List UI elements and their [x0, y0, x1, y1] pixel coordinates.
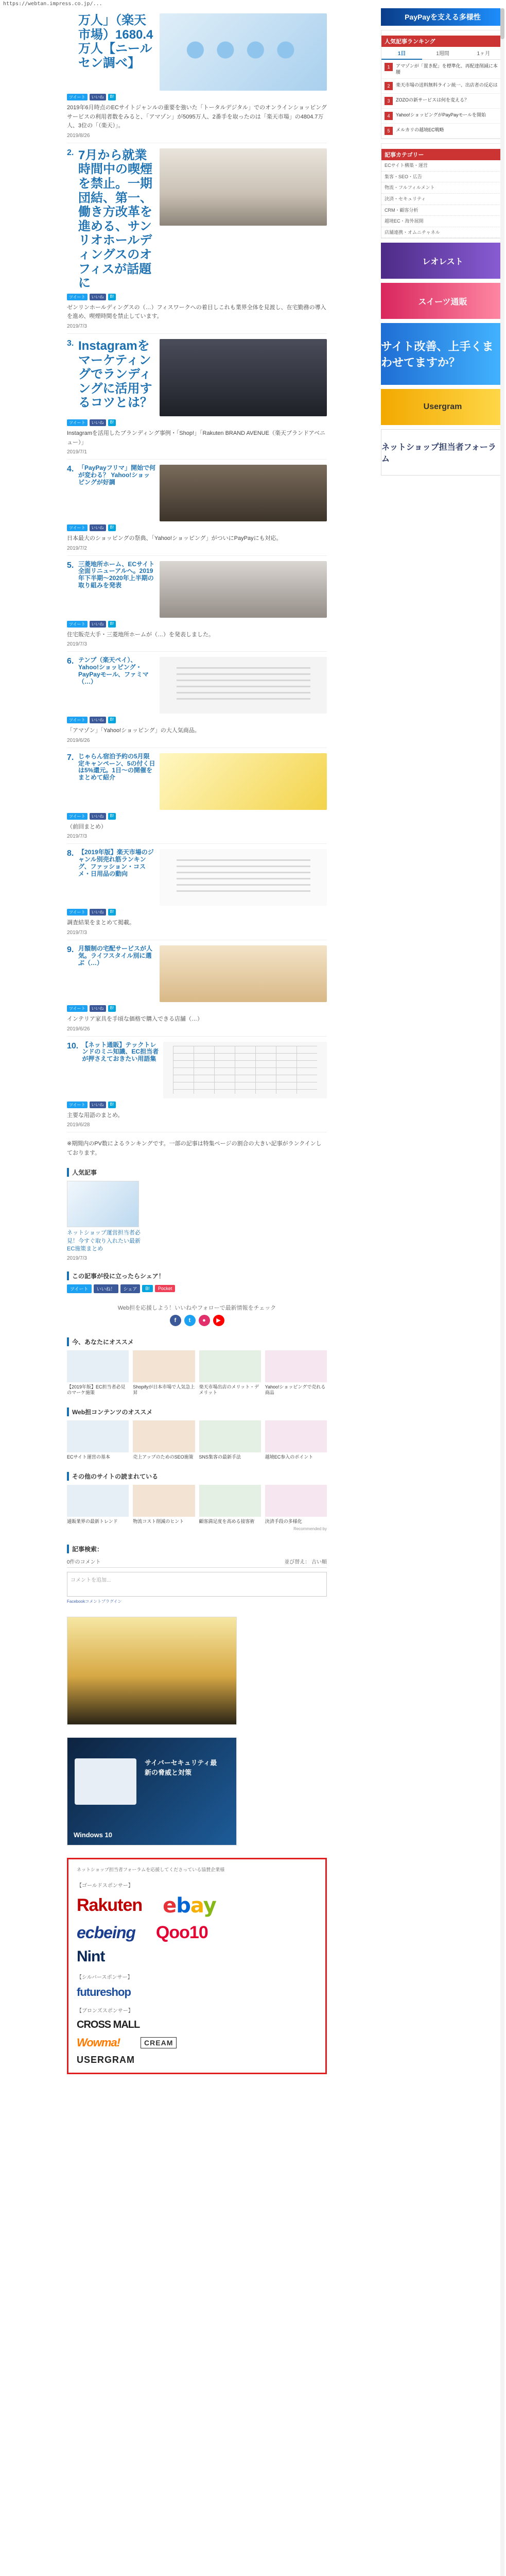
sidebar-top-ad[interactable]: PayPayを支える多様性	[381, 8, 504, 26]
recommend-card[interactable]	[265, 1350, 327, 1396]
share-tag[interactable]: B!	[108, 717, 116, 723]
recommend-card[interactable]	[265, 1485, 327, 1525]
sidebar	[381, 8, 504, 476]
article-title[interactable]: 「PayPayフリマ」開始で何が変わる？ Yahoo!ショッピングが好調	[78, 464, 155, 486]
article-item	[67, 143, 327, 334]
category-links	[381, 160, 504, 238]
share-tag[interactable]: いいね	[90, 1005, 106, 1012]
article-head	[67, 753, 327, 810]
recommend-sponsor: Recommended by	[293, 1527, 327, 1532]
related-date: 2019/7/3	[67, 1255, 87, 1261]
category-heading: 記事カテゴリー	[381, 149, 504, 160]
ranking-item[interactable]	[381, 79, 504, 94]
article-head	[67, 148, 327, 291]
gold-logos-row-1	[77, 1894, 317, 1918]
recommend-image	[67, 1420, 129, 1452]
share-button[interactable]: B!	[142, 1285, 153, 1292]
article-item	[67, 844, 327, 940]
article-head	[67, 657, 327, 714]
recommend-card[interactable]	[133, 1350, 195, 1396]
share-tag[interactable]: ツイート	[67, 294, 88, 300]
share-tag[interactable]: ツイート	[67, 524, 88, 531]
recommend-title: 通販業界の最新トレンド	[67, 1518, 118, 1524]
related-title[interactable]: ネットショップ運営担当者必見！今すぐ取り入れたい最新EC施策まとめ	[67, 1230, 141, 1252]
address-bar[interactable]: https://webtan.impress.co.jp/...	[0, 0, 506, 8]
article-excerpt: 2019年6月時点のECサイトジャンルの重要を強いた「トータルデジタル」でのオンラインショッピングサービスの利用者数をみると、「アマゾン」が5095万人、2番手を取ったのは「楽天市場」の4804.7万人、3位の「（楽天）」。	[67, 105, 327, 129]
share-tag[interactable]: B!	[108, 1101, 116, 1108]
related-thumbnail[interactable]	[67, 1181, 139, 1227]
share-tag[interactable]: いいね	[90, 524, 106, 531]
article-item	[67, 8, 327, 143]
related-heading: 人気記事	[67, 1168, 327, 1177]
article-head	[67, 849, 327, 906]
article-head	[67, 945, 327, 1002]
sidebar-banner-1[interactable]: レオレスト	[381, 243, 504, 279]
follow-section	[67, 1303, 327, 1326]
thumbnail-image	[160, 339, 327, 416]
share-tag[interactable]: ツイート	[67, 419, 88, 426]
article-date: 2019/8/26	[67, 132, 90, 139]
article-thumbnail[interactable]	[160, 339, 327, 416]
article-thumbnail[interactable]	[163, 1042, 327, 1098]
share-tag[interactable]: B!	[108, 813, 116, 820]
laptop-icon	[75, 1758, 136, 1805]
comment-input[interactable]: コメントを追加...	[67, 1572, 327, 1597]
article-rank: 2.	[67, 148, 74, 157]
comments-section	[67, 1545, 327, 1604]
category-link[interactable]: 決済・セキュリティ	[381, 194, 504, 205]
article-title[interactable]: Instagramをマーケティングでランディングに活用するコツとは？	[78, 338, 152, 410]
article-rank: 6.	[67, 657, 74, 666]
article-item	[67, 1037, 327, 1133]
scrollbar-thumb[interactable]	[500, 8, 504, 39]
sort-label: 並び替え：	[284, 1560, 310, 1566]
sidebar-banner-3[interactable]: サイト改善、上手くまわせてますか？	[381, 323, 504, 385]
ad-banner-cyber[interactable]	[67, 1737, 237, 1845]
sidebar-banner-2[interactable]: スイーツ通販	[381, 283, 504, 319]
recommend-heading-3: その他のサイトの読まれている	[67, 1472, 327, 1481]
article-thumbnail[interactable]	[160, 465, 327, 521]
recommend-image	[265, 1485, 327, 1517]
share-tag[interactable]: いいね	[90, 621, 106, 628]
article-date: 2019/7/3	[67, 834, 87, 840]
recommend-image	[265, 1350, 327, 1382]
article-item	[67, 748, 327, 844]
recommend-heading-2: Web担コンテンツのオススメ	[67, 1408, 327, 1416]
recommend-title: 物流コスト削減のヒント	[133, 1518, 184, 1524]
share-tag[interactable]: いいね	[90, 813, 106, 820]
recommend-title: 売上アップのためのSEO施策	[133, 1454, 194, 1460]
recommend-image	[199, 1350, 261, 1382]
article-title[interactable]: テンプ（楽天ペイ）、Yahoo!ショッピング・PayPayモール、ファミマ（…）	[78, 656, 149, 685]
recommend-card[interactable]	[67, 1350, 129, 1396]
recommend-title: 顧客満足度を高める接客術	[199, 1518, 255, 1524]
share-tag[interactable]: B!	[108, 94, 116, 100]
share-tag[interactable]: いいね	[90, 909, 106, 916]
thumbnail-graphic	[177, 859, 310, 895]
follow-text: Web担を応援しよう！いいねやフォローで最新情報をチェック	[117, 1304, 276, 1311]
category-link[interactable]: 物流・フルフィルメント	[381, 182, 504, 194]
recommend-card[interactable]	[133, 1420, 195, 1461]
sort-value[interactable]: 古い順	[311, 1560, 327, 1566]
ranking-list	[381, 60, 504, 139]
article-excerpt: インテリア家具を手頃な価格で購入できる店舗（…）	[67, 1016, 203, 1023]
article-excerpt: 住宅販売大手・三菱地所ホームが（…）を発表しました。	[67, 631, 214, 638]
article-excerpt: 日本最大のショッピングの祭典、「Yahoo!ショッピング」がついにPayPayにも対応。	[67, 535, 282, 542]
article-excerpt: Instagramを活用したブランディング事例・「Shop!」「Rakuten BRAND AVENUE（楽天ブランドアベニュー）」	[67, 430, 326, 446]
ranking-item[interactable]	[381, 60, 504, 79]
thumbnail-graphic	[183, 41, 304, 59]
ranking-title: メルカリの越境EC戦略	[396, 127, 444, 133]
ranking-title: Yahoo!ショッピングがPayPayモールを開始	[396, 112, 486, 118]
category-link[interactable]: 店舗連携・オムニチャネル	[381, 227, 504, 239]
related-articles	[67, 1168, 327, 1261]
article-title[interactable]: 万人」（楽天市場）1680.4万人【ニールセン調べ】	[78, 13, 153, 70]
share-tag[interactable]: いいね	[90, 94, 106, 100]
article-share-tags	[67, 621, 327, 628]
share-tag[interactable]: B!	[108, 419, 116, 426]
usergram-logo[interactable]: USERGRAM	[77, 2054, 135, 2065]
share-tag[interactable]: いいね	[90, 1101, 106, 1108]
ecbeing-logo[interactable]: ecbeing	[77, 1923, 135, 1942]
ranking-heading: 人気記事ランキング	[381, 36, 504, 47]
thumbnail-image	[160, 148, 327, 226]
article-thumbnail[interactable]	[160, 13, 327, 91]
share-tag[interactable]: ツイート	[67, 909, 88, 916]
share-button[interactable]: Pocket	[155, 1285, 176, 1292]
article-share-tags	[67, 1101, 327, 1108]
recommend-card[interactable]	[265, 1420, 327, 1461]
article-excerpt: （前回まとめ）	[67, 823, 107, 830]
scrollbar[interactable]	[500, 8, 504, 2576]
recommend-image	[199, 1420, 261, 1452]
share-tag[interactable]: ツイート	[67, 94, 88, 100]
ranking-box	[381, 30, 504, 139]
share-tag[interactable]: ツイート	[67, 1101, 88, 1108]
recommend-image	[199, 1485, 261, 1517]
recommend-title: 決済手段の多様化	[265, 1518, 302, 1524]
article-thumbnail[interactable]	[160, 148, 327, 226]
silver-logos-row	[77, 1986, 317, 1999]
qoo10-logo[interactable]: Qoo10	[155, 1922, 208, 1942]
article-share-tags	[67, 1005, 327, 1012]
share-tag[interactable]: B!	[108, 294, 116, 300]
article-date: 2019/6/26	[67, 1026, 90, 1032]
thumbnail-image	[160, 465, 327, 521]
partners-box	[67, 1858, 327, 2074]
category-link[interactable]: ECサイト構築・運営	[381, 160, 504, 172]
article-item	[67, 652, 327, 748]
share-button[interactable]: ツイート	[67, 1284, 92, 1293]
recommend-card[interactable]	[67, 1485, 129, 1525]
article-share-tags	[67, 524, 327, 531]
recommend-title: ECサイト運営の基本	[67, 1454, 110, 1460]
share-heading: この記事が役に立ったらシェア！	[67, 1272, 327, 1280]
ranking-number: 2	[385, 82, 393, 90]
share-tag[interactable]: ツイート	[67, 717, 88, 723]
share-tag[interactable]: いいね	[90, 294, 106, 300]
recommend-title: 【2019年版】EC担当者必見のマーケ施策	[67, 1384, 126, 1396]
article-excerpt: 調査結果をまとめて掲載。	[67, 920, 135, 926]
ranking-title: 楽天市場の送料無料ライン統一、出店者の反応は	[396, 82, 498, 88]
ranking-item[interactable]	[381, 109, 504, 124]
article-thumbnail[interactable]	[160, 753, 327, 810]
share-button[interactable]: いいね！	[94, 1284, 118, 1293]
bronze-logos-row-2	[77, 2036, 317, 2049]
ranking-item[interactable]	[381, 124, 504, 139]
recommend-title: Shopifyが日本市場で人気急上昇	[133, 1384, 195, 1396]
recommend-card[interactable]	[199, 1350, 261, 1396]
facebook-plugin-label[interactable]: Facebookコメントプラグイン	[67, 1599, 122, 1604]
article-date: 2019/7/3	[67, 323, 87, 329]
ranking-number: 4	[385, 112, 393, 120]
recommend-image	[133, 1420, 195, 1452]
article-title[interactable]: 【2019年版】楽天市場のジャンル別売れ筋ランキング、ファッション・コスメ・日用品の動向	[78, 849, 154, 877]
article-thumbnail[interactable]	[160, 657, 327, 714]
recommend-title: 越境EC参入のポイント	[265, 1454, 313, 1460]
follow-icon[interactable]: f	[170, 1315, 181, 1326]
recommend-section-2	[67, 1408, 327, 1461]
article-share-tags	[67, 717, 327, 723]
comment-bar	[67, 1557, 327, 1568]
article-item	[67, 556, 327, 652]
partners-intro: ネットショップ担当者フォーラムを応援してくださっている協賛企業様	[77, 1867, 225, 1873]
sidebar-banner-5[interactable]: ネットショップ担当者フォーラム	[381, 429, 504, 476]
ad-cyber-title: サイバーセキュリティ最新の脅威と対策	[145, 1759, 217, 1776]
follow-icon[interactable]: ●	[199, 1315, 210, 1326]
article-rank: 10.	[67, 1041, 79, 1050]
futureshop-logo[interactable]: futureshop	[77, 1985, 131, 1998]
article-date: 2019/6/26	[67, 737, 90, 743]
recommend-title: SNS集客の最新手法	[199, 1454, 241, 1460]
article-head	[67, 561, 327, 618]
ranking-number: 5	[385, 127, 393, 135]
article-title[interactable]: 7月から就業時間中の喫煙を禁止。一期団結、第一、働き方改革を進める、サンリオホールディングスのオフィスが話題に	[78, 148, 152, 291]
category-box	[381, 143, 504, 239]
recommend-grid-1	[67, 1350, 327, 1396]
wowma-logo[interactable]: Wowma!	[77, 2036, 120, 2049]
recommend-image	[133, 1485, 195, 1517]
article-thumbnail[interactable]	[160, 849, 327, 906]
article-item	[67, 940, 327, 1037]
follow-icon[interactable]: t	[184, 1315, 196, 1326]
ad-banner-kabuki[interactable]	[67, 1617, 237, 1725]
article-rank: 3.	[67, 338, 74, 348]
thumbnail-image	[160, 945, 327, 1002]
recommend-heading-1: 今、あなたにオススメ	[67, 1337, 327, 1346]
bronze-logos-row-3	[77, 2055, 317, 2065]
share-buttons	[67, 1284, 327, 1293]
article-date: 2019/7/3	[67, 930, 87, 936]
crossmall-logo[interactable]: CROSS MALL	[77, 2019, 140, 2030]
ranking-title: アマゾンが「置き配」を標準化、再配達削減に本腰	[396, 63, 498, 75]
ranking-tabs	[381, 47, 504, 60]
bronze-logos-row-1	[77, 2019, 317, 2031]
ranking-tab[interactable]: 1ヶ月	[463, 47, 504, 60]
share-button[interactable]: シェア	[120, 1284, 141, 1293]
share-tag[interactable]: B!	[108, 1005, 116, 1012]
thumbnail-graphic	[173, 1046, 317, 1093]
share-tag[interactable]: ツイート	[67, 1005, 88, 1012]
article-head	[67, 1042, 327, 1098]
article-date: 2019/7/1	[67, 449, 87, 455]
recommend-card[interactable]	[199, 1420, 261, 1461]
article-share-tags	[67, 94, 327, 100]
recommend-image	[265, 1420, 327, 1452]
recommend-card[interactable]	[199, 1485, 261, 1525]
ranking-title: ZOZOの新サービスは何を変える？	[396, 97, 469, 103]
ranking-item[interactable]	[381, 94, 504, 109]
article-share-tags	[67, 813, 327, 820]
article-thumbnail[interactable]	[160, 945, 327, 1002]
recommend-grid-3	[67, 1485, 327, 1525]
article-head	[67, 13, 327, 91]
recommend-card[interactable]	[67, 1420, 129, 1461]
main-column	[67, 8, 327, 2074]
article-title[interactable]: じゃらん宿泊予約の5月限定キャンペーン、5の付く日は5%還元。1日〜の開催をまとめて紹介	[78, 752, 155, 782]
gold-logos-row-3	[77, 1948, 317, 1965]
gold-logos-row-2	[77, 1923, 317, 1943]
article-head	[67, 465, 327, 521]
ranking-note: ※期間内のPV数によるランキングです。一部の記事は特集ページの割合の大きい記事がランクインしております。	[67, 1141, 322, 1156]
recommend-section-3	[67, 1472, 327, 1532]
article-rank: 5.	[67, 561, 74, 570]
article-rank: 8.	[67, 849, 74, 858]
comment-sort[interactable]	[284, 1557, 327, 1565]
share-section	[67, 1272, 327, 1293]
article-title[interactable]: 三菱地所ホーム、ECサイト全面リニューアルへ。2019年下半期〜2020年上半期の取り組みを発表	[78, 560, 155, 589]
comment-count: 0件のコメント	[67, 1560, 101, 1566]
recommend-title: Yahoo!ショッピングで売れる商品	[265, 1384, 326, 1396]
category-link[interactable]: 集客・SEO・広告	[381, 172, 504, 183]
category-link[interactable]: 越境EC・海外展開	[381, 216, 504, 227]
recommend-card[interactable]	[133, 1485, 195, 1525]
article-rank: 7.	[67, 753, 74, 762]
article-date: 2019/7/3	[67, 641, 87, 648]
ranking-number: 1	[385, 63, 393, 71]
recommend-image	[67, 1485, 129, 1517]
comments-heading: 記事検索：	[67, 1545, 327, 1553]
ebay-logo[interactable]: ebay	[163, 1893, 216, 1918]
article-excerpt: 主要な用語のまとめ。	[67, 1112, 124, 1118]
partners-silver-label: 【シルバースポンサー】	[77, 1974, 133, 1980]
thumbnail-image	[160, 561, 327, 618]
category-link[interactable]: CRM・顧客分析	[381, 205, 504, 216]
article-item	[67, 460, 327, 556]
article-share-tags	[67, 294, 327, 300]
rakuten-logo[interactable]: Rakuten	[77, 1895, 143, 1916]
recommend-section-1	[67, 1337, 327, 1396]
follow-icon[interactable]: ▶	[213, 1315, 224, 1326]
article-rank: 4.	[67, 465, 74, 474]
recommend-image	[133, 1350, 195, 1382]
article-thumbnail[interactable]	[160, 561, 327, 618]
share-tag[interactable]: B!	[108, 524, 116, 531]
article-excerpt: 「アマゾン」「Yahoo!ショッピング」の大人気商品。	[67, 727, 200, 734]
share-tag[interactable]: B!	[108, 621, 116, 628]
share-tag[interactable]: ツイート	[67, 621, 88, 628]
ranking-tab[interactable]: 1日	[381, 47, 422, 60]
partners-bronze-label: 【ブロンズスポンサー】	[77, 2008, 133, 2014]
ranking-number: 3	[385, 97, 393, 105]
sidebar-banner-4[interactable]: Usergram	[381, 389, 504, 425]
thumbnail-graphic	[177, 667, 310, 703]
recommend-image	[67, 1350, 129, 1382]
article-date: 2019/7/2	[67, 545, 87, 551]
follow-icons	[67, 1315, 327, 1326]
article-share-tags	[67, 909, 327, 916]
article-date: 2019/6/28	[67, 1122, 90, 1128]
recommend-grid-2	[67, 1420, 327, 1461]
recommend-title: 楽天市場出店のメリット・デメリット	[199, 1384, 259, 1396]
ranking-tab[interactable]: 1週間	[422, 47, 463, 60]
ad-cyber-tag: Windows 10	[74, 1831, 113, 1839]
share-tag[interactable]: ツイート	[67, 813, 88, 820]
article-item	[67, 334, 327, 460]
thumbnail-image	[160, 753, 327, 810]
cream-logo[interactable]: CREAM	[141, 2037, 177, 2048]
article-list	[67, 8, 327, 1132]
article-title[interactable]: 【ネット通販】テックトレンドのミニ知識、EC担当者が押さえておきたい用語集	[82, 1041, 159, 1063]
article-excerpt: ゼンリンホールディングスの（…）フィスワークへの着目しこれも業界全体を見渡し、在宅勤務の導入を進め、喫煙時間を禁止しています。	[67, 304, 326, 320]
share-tag[interactable]: いいね	[90, 419, 106, 426]
article-head	[67, 339, 327, 416]
nint-logo[interactable]: Nint	[77, 1947, 105, 1965]
partners-gold-label: 【ゴールドスポンサー】	[77, 1883, 133, 1889]
article-rank: 9.	[67, 945, 74, 955]
share-tag[interactable]: B!	[108, 909, 116, 916]
article-share-tags	[67, 419, 327, 426]
article-title[interactable]: 月額制の宅配サービスが人気。ライフスタイル別に選ぶ（…）	[78, 945, 153, 967]
share-tag[interactable]: いいね	[90, 717, 106, 723]
